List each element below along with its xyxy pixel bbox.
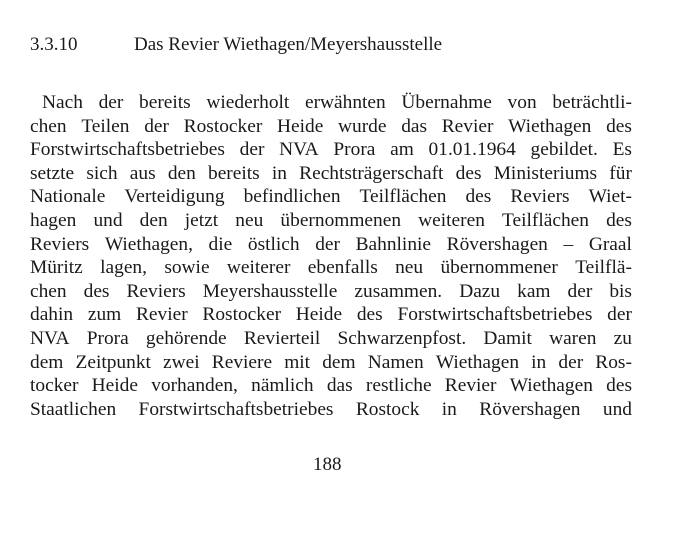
word: restliche bbox=[365, 375, 432, 397]
word: chen bbox=[30, 115, 67, 137]
word: zusammen. bbox=[354, 280, 443, 302]
word: des bbox=[356, 304, 383, 326]
word: für bbox=[609, 162, 632, 184]
word: Schwarzenpfost. bbox=[337, 327, 467, 349]
word: lagen, bbox=[100, 257, 147, 279]
word: Reviers bbox=[510, 186, 570, 208]
word: neu bbox=[235, 209, 264, 231]
word: der bbox=[144, 115, 169, 137]
word: Teilflä- bbox=[575, 257, 632, 279]
word: Forstwirtschaftsbetriebes bbox=[138, 398, 334, 420]
section-number: 3.3.10 bbox=[30, 34, 78, 55]
word: Reviere bbox=[211, 351, 273, 373]
word: Heide bbox=[91, 375, 138, 397]
word: neu bbox=[395, 257, 424, 279]
word: mit bbox=[284, 351, 311, 373]
word: und bbox=[93, 209, 123, 231]
word: Teilen bbox=[81, 115, 130, 137]
word: Revier bbox=[441, 115, 494, 137]
word: des bbox=[606, 209, 632, 231]
word: dahin bbox=[30, 304, 74, 326]
text-line bbox=[30, 256, 632, 280]
word: gehörende bbox=[145, 327, 227, 349]
word: Forstwirtschaftsbetriebes bbox=[397, 304, 593, 326]
word: Rostocker bbox=[183, 115, 263, 137]
word: zu bbox=[613, 327, 632, 349]
word: kam bbox=[517, 280, 551, 302]
word: NVA bbox=[279, 139, 319, 161]
word: Dazu bbox=[459, 280, 501, 302]
word: Ministeriums bbox=[493, 162, 598, 184]
word: am bbox=[390, 139, 414, 161]
text-line bbox=[30, 327, 632, 351]
word: bereits bbox=[208, 162, 260, 184]
text-line bbox=[30, 351, 632, 375]
word: nämlich bbox=[251, 375, 314, 397]
word: in bbox=[441, 398, 457, 420]
text-line bbox=[30, 138, 632, 162]
word: Wiet- bbox=[588, 186, 632, 208]
word: Rövershagen bbox=[446, 233, 548, 255]
word: Bahnlinie bbox=[355, 233, 432, 255]
word: übernommener bbox=[440, 257, 558, 279]
word: Prora bbox=[86, 327, 129, 349]
word: Revier bbox=[444, 375, 497, 397]
word: Revier bbox=[135, 304, 188, 326]
word: Wiethagen bbox=[509, 375, 593, 397]
word: den bbox=[139, 209, 168, 231]
word: weiterer bbox=[226, 257, 291, 279]
word: des bbox=[455, 162, 482, 184]
word: Rövershagen bbox=[479, 398, 581, 420]
word: die bbox=[208, 233, 233, 255]
word: – bbox=[563, 233, 574, 255]
word: der bbox=[98, 92, 124, 113]
word: Namen bbox=[367, 351, 424, 373]
word: wurde bbox=[338, 115, 387, 137]
word: das bbox=[326, 375, 353, 397]
word: bereits bbox=[139, 92, 191, 113]
word: dem bbox=[30, 351, 64, 373]
word: zwei bbox=[163, 351, 200, 373]
word: der bbox=[567, 280, 593, 302]
word: Forstwirtschaftsbetriebes bbox=[30, 139, 225, 161]
word: Nach bbox=[42, 92, 83, 113]
section-title: Das Revier Wiethagen/Meyershausstelle bbox=[134, 34, 443, 55]
word: Verteidigung bbox=[124, 186, 225, 208]
word: von bbox=[507, 92, 537, 113]
word: Rechtsträgerschaft bbox=[299, 162, 444, 184]
text-line bbox=[30, 185, 632, 209]
word: der bbox=[607, 304, 632, 326]
word: Damit bbox=[483, 327, 532, 349]
word: Müritz bbox=[30, 257, 83, 279]
text-line bbox=[30, 209, 632, 233]
word: tocker bbox=[30, 375, 79, 397]
word: gebildet. bbox=[530, 139, 598, 161]
word: wiederholt bbox=[206, 92, 290, 113]
word: übernommenen bbox=[280, 209, 402, 231]
word: östlich bbox=[247, 233, 300, 255]
word: der bbox=[558, 351, 584, 373]
word: chen bbox=[30, 280, 67, 302]
word: jetzt bbox=[184, 209, 219, 231]
word: Nationale bbox=[30, 186, 106, 208]
word: vorhanden, bbox=[151, 375, 238, 397]
text-line bbox=[30, 162, 632, 186]
word: hagen bbox=[30, 209, 77, 231]
word: in bbox=[531, 351, 547, 373]
word: aus bbox=[129, 162, 156, 184]
word: sich bbox=[86, 162, 118, 184]
word: waren bbox=[549, 327, 597, 349]
word: Wiethagen bbox=[508, 115, 592, 137]
page-number: 188 bbox=[313, 454, 342, 475]
word: Reviers bbox=[30, 233, 90, 255]
word: Teilflächen bbox=[359, 186, 447, 208]
word: der bbox=[315, 233, 340, 255]
word: des bbox=[465, 186, 492, 208]
word: Wiethagen, bbox=[104, 233, 193, 255]
text-line bbox=[30, 115, 632, 139]
word: zum bbox=[87, 304, 122, 326]
word: Übernahme bbox=[401, 92, 492, 113]
word: Heide bbox=[277, 115, 324, 137]
word: Rostock bbox=[355, 398, 420, 420]
word: Prora bbox=[333, 139, 376, 161]
word: Zeitpunkt bbox=[75, 351, 151, 373]
word: des bbox=[606, 375, 632, 397]
section-heading bbox=[30, 33, 442, 57]
word: Teilflächen bbox=[502, 209, 589, 231]
word: Meyershausstelle bbox=[202, 280, 338, 302]
text-line bbox=[30, 374, 632, 398]
text-line bbox=[30, 398, 632, 422]
word: Wiethagen bbox=[435, 351, 520, 373]
word: Graal bbox=[588, 233, 632, 255]
text-line bbox=[30, 233, 632, 257]
word: sowie bbox=[164, 257, 210, 279]
word: bis bbox=[609, 280, 632, 302]
word: das bbox=[401, 115, 428, 137]
word: des bbox=[83, 280, 110, 302]
word: Staatlichen bbox=[30, 398, 117, 420]
word: ebenfalls bbox=[307, 257, 378, 279]
text-line bbox=[30, 303, 632, 327]
text-line bbox=[30, 91, 632, 115]
word: setzte bbox=[30, 162, 75, 184]
word: Revierteil bbox=[243, 327, 321, 349]
word: Rostocker bbox=[202, 304, 282, 326]
word: Reviers bbox=[126, 280, 186, 302]
word: NVA bbox=[30, 327, 70, 349]
text-line bbox=[30, 280, 632, 304]
word: der bbox=[239, 139, 265, 161]
word: erwähnten bbox=[304, 92, 386, 113]
word: des bbox=[606, 115, 632, 137]
word: beträchtli- bbox=[552, 92, 632, 113]
word: weiteren bbox=[418, 209, 485, 231]
word: und bbox=[602, 398, 632, 420]
word: in bbox=[271, 162, 287, 184]
word: befindlichen bbox=[243, 186, 341, 208]
body-paragraph bbox=[30, 91, 632, 421]
word: dem bbox=[322, 351, 356, 373]
word: Heide bbox=[295, 304, 343, 326]
word: den bbox=[167, 162, 196, 184]
word: 01.01.1964 bbox=[428, 139, 516, 161]
word: Ros- bbox=[595, 351, 632, 373]
word: Es bbox=[612, 139, 632, 161]
